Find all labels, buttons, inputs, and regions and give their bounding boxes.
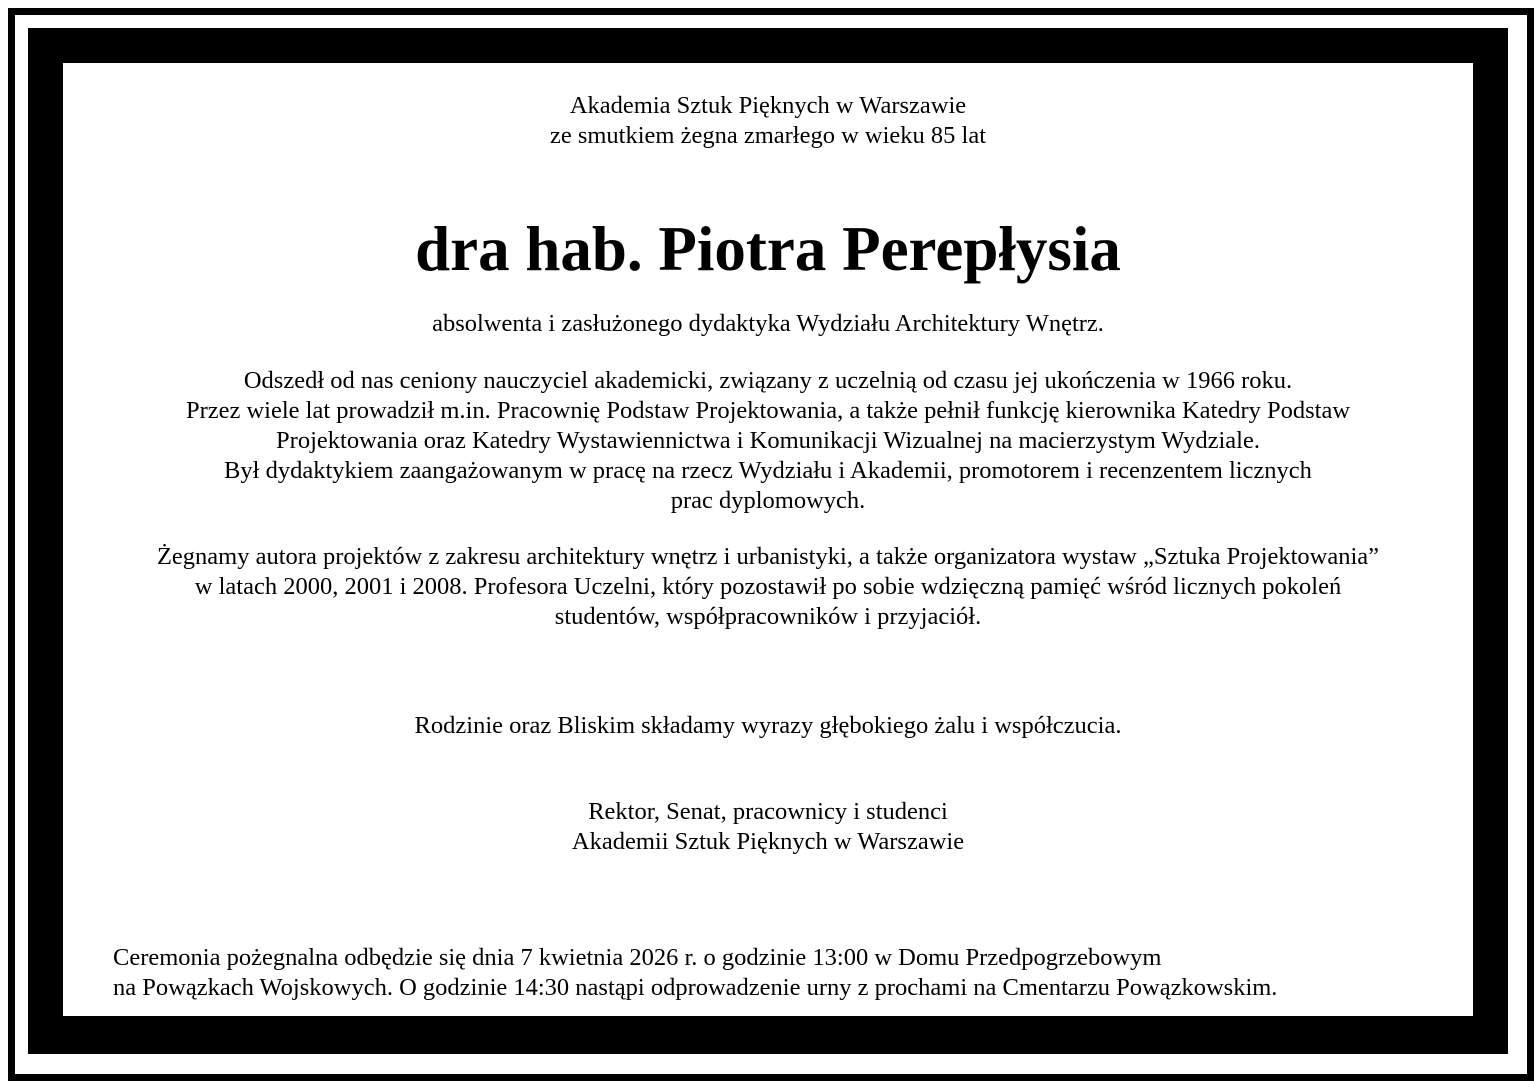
subtitle-text: absolwenta i zasłużonego dydaktyka Wydziału Architektury Wnętrz.	[432, 310, 1104, 337]
obituary-notice	[63, 63, 1473, 1016]
biography-line: Projektowania oraz Katedry Wystawiennictwa i Komunikacji Wizualnej na macierzystym Wydziale.	[276, 427, 1260, 454]
institution-name: Akademia Sztuk Pięknych w Warszawie	[569, 92, 967, 119]
signature-line: Akademii Sztuk Pięknych w Warszawie	[571, 828, 965, 855]
achievements-line: studentów, współpracowników i przyjaciół.	[554, 603, 982, 630]
biography-line: Przez wiele lat prowadził m.in. Pracownię Podstaw Projektowania, a także pełnił funkcję kierownika Katedry Podstaw	[185, 397, 1351, 424]
ceremony-info	[113, 943, 1277, 1003]
biography-paragraph	[63, 366, 1473, 516]
achievements-paragraph	[63, 542, 1473, 632]
condolence	[63, 711, 1473, 741]
biography-line: Odszedł od nas ceniony nauczyciel akademicki, związany z uczelnią od czasu jej ukończenia w 1966 roku.	[243, 367, 1293, 394]
biography-line: Był dydaktykiem zaangażowanym w pracę na rzecz Wydziału i Akademii, promotorem i recenzentem licznych	[224, 457, 1312, 484]
signature	[63, 797, 1473, 857]
achievements-line: w latach 2000, 2001 i 2008. Profesora Uczelni, który pozostawił po sobie wdzięczną pamięć wśród licznych pokoleń	[194, 573, 1342, 600]
farewell-intro: ze smutkiem żegna zmarłego w wieku 85 lat	[549, 122, 987, 149]
signature-line: Rektor, Senat, pracownicy i studenci	[588, 798, 948, 825]
condolence-text: Rodzinie oraz Bliskim składamy wyrazy głębokiego żalu i współczucia.	[414, 712, 1122, 739]
ceremony-line: Ceremonia pożegnalna odbędzie się dnia 7 kwietnia 2026 r. o godzinie 13:00 w Domu Przedpogrzebowym	[113, 944, 1162, 971]
deceased-name: dra hab. Piotra Perepłysia	[415, 214, 1121, 284]
subtitle	[63, 309, 1473, 339]
ceremony-line: na Powązkach Wojskowych. O godzinie 14:30 nastąpi odprowadzenie urny z prochami na Cmentarzu Powązkowskim.	[113, 974, 1278, 1001]
header	[63, 91, 1473, 151]
biography-line: prac dyplomowych.	[670, 487, 866, 514]
achievements-line: Żegnamy autora projektów z zakresu architektury wnętrz i urbanistyki, a także organizatora wystaw „Sztuka Projektowania”	[156, 543, 1380, 570]
